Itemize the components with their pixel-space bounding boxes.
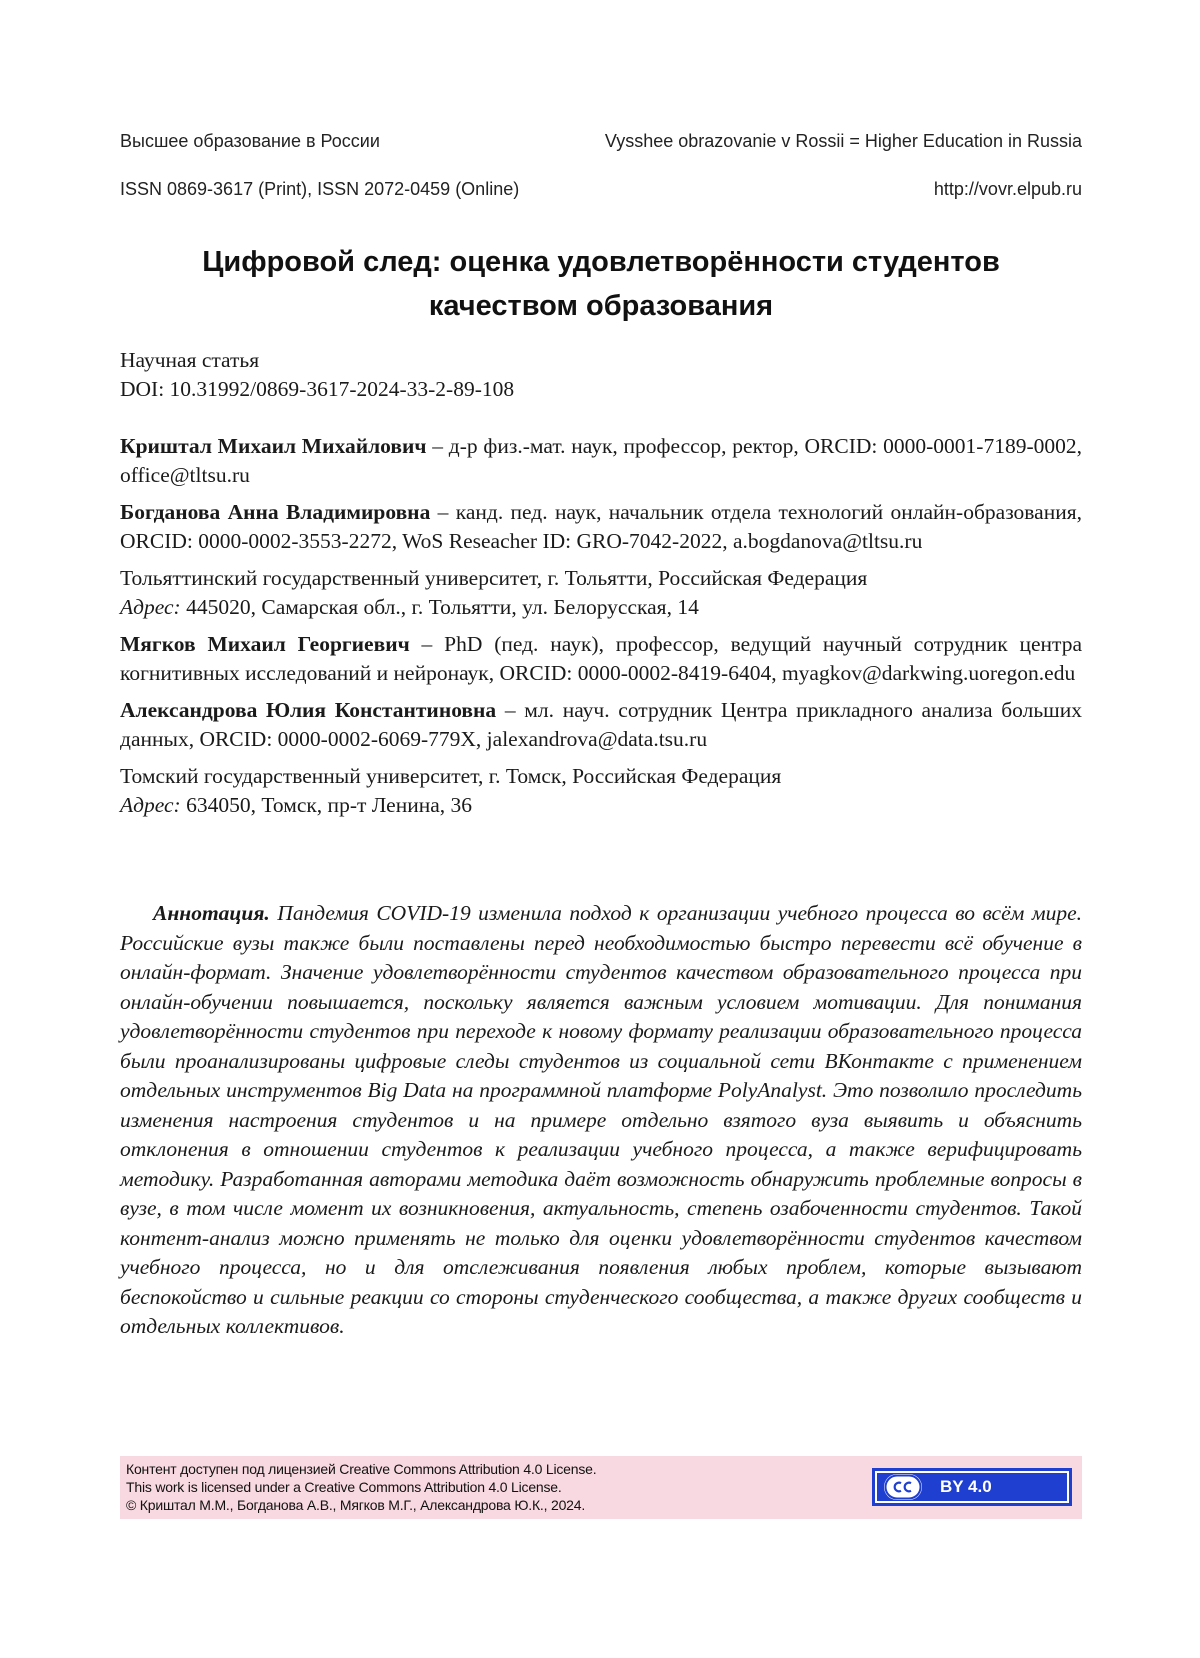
address-label: Адрес: [120,595,181,619]
author-info: – мл. науч. сотрудник Центра прикладного анализа больших данных, ORCID: 0000-0002-6069-779X, jalexandrova@data.tsu.ru [120,698,1082,751]
affiliation: Тольяттинский государственный университет, г. Тольятти, Российская Федерация [120,566,868,590]
address [120,791,1082,820]
abstract-text: Пандемия COVID-19 изменила подход к организации учебного процесса во всём мире. Российские вузы также были поставлены перед необходимостью быстро перевести всё обучение в онлайн-формат. Значение удовлетворённости студентов качеством образовательного процесса при онлайн-обучении повышается, поскольку является важным условием мотивации. Для понимания удовлетворённости студентов при переходе к новому формату реализации образовательного процесса были проанализированы цифровые следы студентов из социальной сети ВКонтакте с применением отдельных инструментов Big Data на программной платформе PolyAnalyst. Это позволило проследить изменения настроения студентов и на примере отдельно взятого вуза выявить и объяснить отклонения в отношении студентов к реализации учебного процесса, а также верифицировать методику. Разработанная авторами методика даёт возможность обнаружить проблемные вопросы в вузе, в том числе момент их возникновения, актуальность, степень озабоченности студентов. Такой контент-анализ можно применять не только для оценки удовлетворённости студентов качеством учебного процесса, но и для отслеживания появления любых проблем, которые вызывают беспокойство и сильные реакции со стороны студенческого сообщества, а также других сообществ и отдельных коллективов. [120,901,1082,1338]
license-line-ru: Контент доступен под лицензией Creative Commons Attribution 4.0 License. [126,1461,597,1477]
issn: ISSN 0869-3617 (Print), ISSN 2072-0459 (Online) [120,179,520,199]
title-line-1: Цифровой след: оценка удовлетворённости студентов [202,246,1000,278]
author-name: Александрова Юлия Константиновна [120,698,497,722]
author-name: Криштал Михаил Михайлович [120,434,427,458]
author-name: Мягков Михаил Георгиевич [120,632,410,656]
author-entry [120,432,1082,490]
running-header-top [120,131,1082,152]
authors-block [120,432,1082,828]
author-info: – PhD (пед. наук), профессор, ведущий научный сотрудник центра когнитивных исследований и нейронаук, ORCID: 0000-0002-8419-6404, myagkov@darkwing.uoregon.edu [120,632,1082,685]
abstract [120,899,1082,1342]
cc-by-badge[interactable] [872,1468,1072,1506]
author-info: – д-р физ.-мат. наук, профессор, ректор, ORCID: 0000-0001-7189-0002, office@tltsu.ru [120,434,1083,487]
license-line-en: This work is licensed under a Creative Commons Attribution 4.0 License. [126,1479,562,1495]
article-title [120,240,1082,328]
license-box [120,1456,1082,1519]
title-line-2: качеством образования [428,290,774,322]
author-entry [120,696,1082,754]
copyright-line: © Криштал М.М., Богданова А.В., Мягков М.Г., Александрова Ю.К., 2024. [126,1497,586,1513]
address [120,593,1082,622]
license-text [126,1460,596,1514]
author-entry [120,498,1082,556]
article-meta [120,346,1082,404]
journal-name-ru: Высшее образование в России [120,131,380,151]
abstract-label: Аннотация. [153,901,270,925]
article-type: Научная статья [120,348,260,372]
author-info: – канд. пед. наук, начальник отдела технологий онлайн-образования, ORCID: 0000-0002-3553-2272, WoS Reseacher ID: GRO-7042-2022, a.bogdanova@tltsu.ru [120,500,1082,553]
running-header-bottom [120,179,1082,200]
journal-url[interactable]: http://vovr.elpub.ru [933,179,1082,199]
creative-commons-icon [884,1474,922,1500]
journal-name-en: Vysshee obrazovanie v Rossii = Higher Education in Russia [604,131,1082,151]
doi[interactable]: DOI: 10.31992/0869-3617-2024-33-2-89-108 [120,377,515,401]
author-name: Богданова Анна Владимировна [120,500,431,524]
affiliation: Томский государственный университет, г. Томск, Российская Федерация [120,764,782,788]
address-label: Адрес: [120,793,181,817]
cc-badge-label: BY 4.0 [940,1477,992,1496]
address-value: 634050, Томск, пр-т Ленина, 36 [180,793,473,817]
author-entry [120,630,1082,688]
address-value: 445020, Самарская обл., г. Тольятти, ул. Белорусская, 14 [180,595,699,619]
